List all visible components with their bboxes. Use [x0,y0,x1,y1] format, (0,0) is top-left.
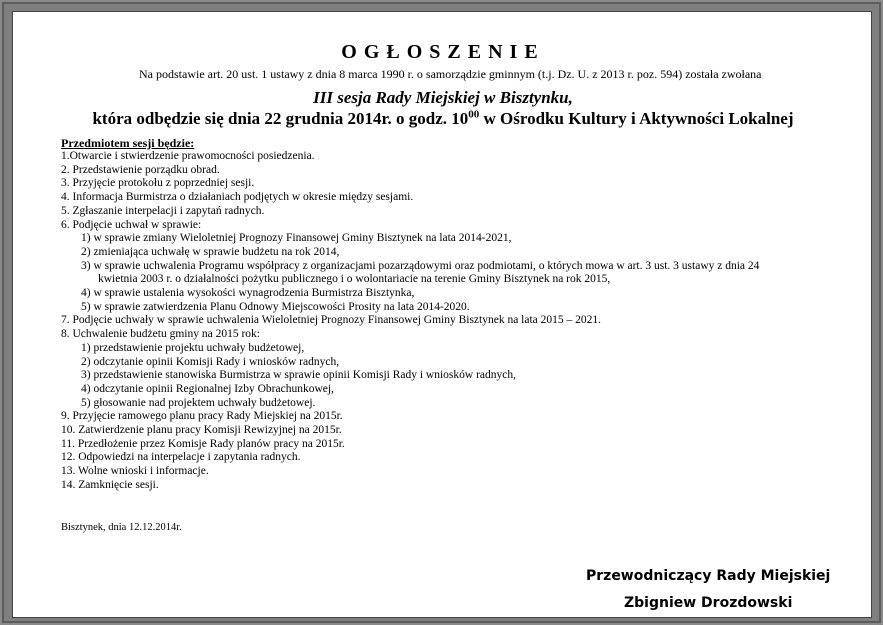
session-hour-minutes: 00 [468,108,480,121]
signature-name: Zbigniew Drozdowski [624,595,793,611]
agenda-item: 3. Przyjęcie protokołu z poprzedniej sesji. [61,177,255,190]
session-date-place [13,109,873,129]
notice-title: OGŁOSZENIE [341,41,545,63]
agenda-item: 2. Przedstawienie porządku obrad. [61,163,220,176]
agenda-item: 6. Podjęcie uchwał w sprawie: [61,218,202,231]
agenda-subitem-line-continued: kwietnia 2003 r. o działalności pożytku publicznego i o wolontariacie na terenie Gminy Bisztynek na rok 2015, [98,273,611,286]
agenda-item: 5. Zgłaszanie interpelacji i zapytań radnych. [61,204,265,217]
agenda-subitem: 1) przedstawienie projektu uchwały budżetowej, [81,341,305,354]
agenda-item: 14. Zamknięcie sesji. [61,478,159,491]
issue-date: Bisztynek, dnia 12.12.2014r. [61,522,182,533]
agenda-subitem: 4) odczytanie opinii Regionalnej Izby Obrachunkowej, [81,382,334,395]
agenda-subitem: 5) w sprawie zatwierdzenia Planu Odnowy Miejscowości Prosity na lata 2014-2020. [81,300,470,313]
agenda-subitem-line: 3) w sprawie uchwalenia Programu współpracy z organizacjami pozarządowymi oraz podmiotami, o których mowa w art. 3 ust. 3 ustawy z dnia 24 [81,259,760,272]
signature-title: Przewodniczący Rady Miejskiej [586,568,831,584]
agenda-item: 11. Przedłożenie przez Komisje Rady planów pracy na 2015r. [61,437,345,450]
agenda-item: 13. Wolne wnioski i informacje. [61,465,209,478]
agenda-subitem: 2) zmieniająca uchwałę w sprawie budżetu na rok 2014, [81,245,340,258]
legal-basis: Na podstawie art. 20 ust. 1 ustawy z dnia 8 marca 1990 r. o samorządzie gminnym (t.j. Dz. U. z 2013 r. poz. 594) została zwołana [139,67,762,81]
agenda-subitem: 1) w sprawie zmiany Wieloletniej Prognozy Finansowej Gminy Bisztynek na lata 2014-2021, [81,232,512,245]
session-place-text: w Ośrodku Kultury i Aktywności Lokalnej [479,109,794,128]
agenda-item: 1.Otwarcie i stwierdzenie prawomocności posiedzenia. [61,150,315,162]
agenda-subitem: 3) przedstawienie stanowiska Burmistrza w sprawie opinii Komisji Rady i wniosków radnych, [81,369,517,382]
agenda-item: 4. Informacja Burmistrza o działaniach podjętych w okresie między sesjami. [61,191,414,204]
session-date-text: która odbędzie się dnia 22 grudnia 2014r. o godz. 10 [92,109,469,128]
agenda-heading: Przedmiotem sesji będzie: [61,136,195,150]
agenda-item: 10. Zatwierdzenie planu pracy Komisji Rewizyjnej na 2015r. [61,424,342,437]
agenda-subitem: 2) odczytanie opinii Komisji Rady i wniosków radnych, [81,355,340,368]
agenda-list [61,150,759,493]
agenda-item: 12. Odpowiedzi na interpelacje i zapytania radnych. [61,451,301,464]
agenda-item: 8. Uchwalenie budżetu gminy na 2015 rok: [61,328,260,341]
notice-page [12,11,872,618]
document-frame [2,2,881,623]
session-name: III sesja Rady Miejskiej w Bisztynku, [313,88,573,107]
agenda-subitem: 4) w sprawie ustalenia wysokości wynagrodzenia Burmistrza Bisztynka, [81,287,415,300]
agenda-item: 9. Przyjęcie ramowego planu pracy Rady Miejskiej na 2015r. [61,410,343,423]
agenda-item: 7. Podjęcie uchwały w sprawie uchwalenia Wieloletniej Prognozy Finansowej Gminy Bisztynek na lata 2015 – 2021. [61,314,602,327]
agenda-subitem: 5) głosowanie nad projektem uchwały budżetowej. [81,396,316,409]
